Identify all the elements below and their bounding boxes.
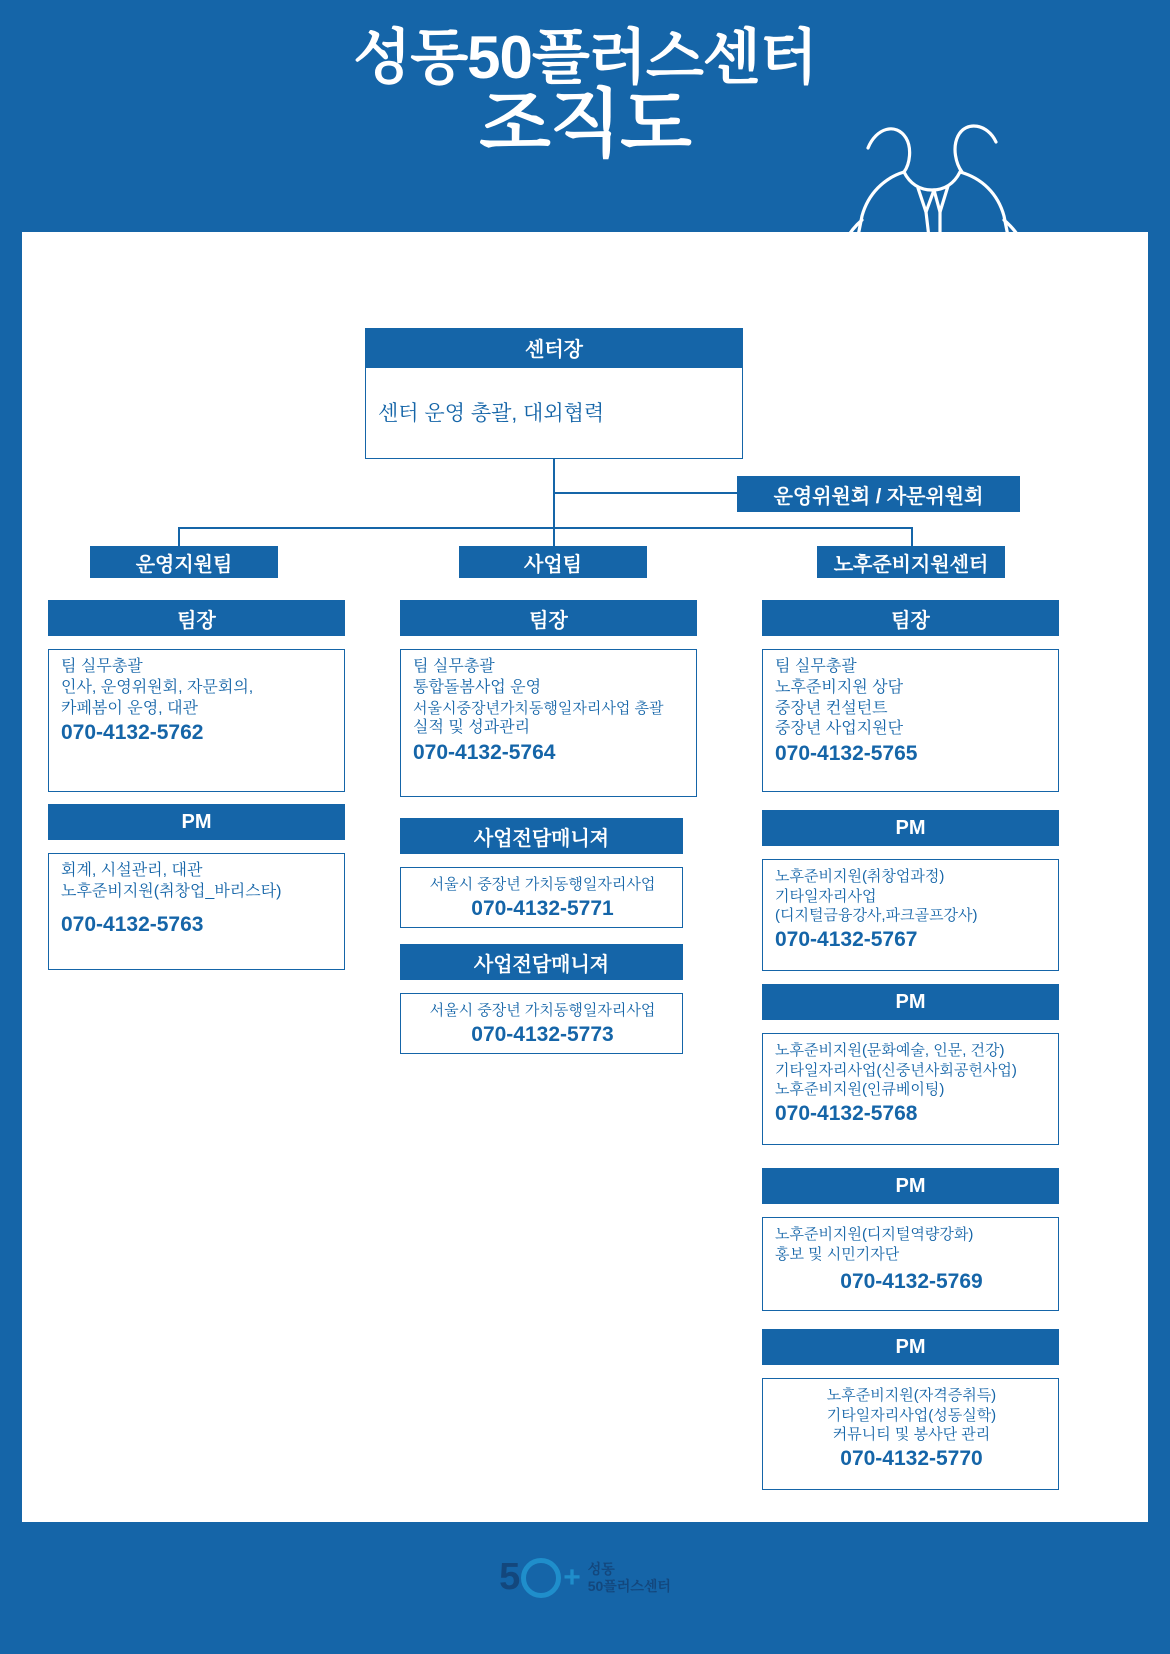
- node-team-3-group-4-body: [762, 1378, 1059, 1490]
- node-team-3-group-2-body: [762, 1033, 1059, 1145]
- footer-logo-mark: [499, 1556, 580, 1599]
- team-3-group-3-header-label: PM: [895, 1174, 926, 1197]
- node-team-2-group-1-body: [400, 867, 683, 928]
- detail-line: 노후준비지원(취창업_바리스타): [61, 882, 282, 900]
- plus-icon: +: [563, 1560, 580, 1594]
- detail-line: 노후준비지원(취창업과정): [775, 868, 945, 885]
- detail-line: 노후준비지원(인큐베이팅): [775, 1081, 945, 1098]
- phone-number: 070-4132-5768: [775, 1101, 918, 1125]
- detail-line: 기타일자리사업(신중년사회공헌사업): [775, 1061, 1017, 1079]
- phone-number: 070-4132-5764: [413, 740, 556, 764]
- node-team-3-group-2-header: [762, 984, 1059, 1020]
- phone-number: 070-4132-5767: [775, 927, 918, 951]
- phone-number: 070-4132-5763: [61, 912, 204, 936]
- detail-line: 통합돌봄사업 운영: [413, 678, 542, 696]
- node-team-2-name: [459, 546, 647, 578]
- detail-line: 카페봄이 운영, 대관: [61, 699, 198, 717]
- phone-number: 070-4132-5769: [840, 1270, 983, 1293]
- team-3-label: 노후준비지원센터: [833, 553, 989, 576]
- team-3-group-0-header-label: 팀장: [891, 609, 930, 632]
- connector-trunk-down: [553, 492, 555, 528]
- detail-line: 서울시 중장년 가치동행일자리사업: [429, 876, 656, 893]
- connector-director-to-trunk: [553, 459, 555, 493]
- node-team-2-group-2-body: [400, 993, 683, 1054]
- detail-line: 팀 실무총괄: [775, 658, 857, 675]
- detail-line: 노후준비지원 상담: [775, 678, 904, 696]
- footer-logo: [0, 1556, 1170, 1599]
- team-1-group-0-header-label: 팀장: [177, 609, 216, 632]
- detail-line: 실적 및 성과관리: [413, 719, 531, 737]
- node-team-3-group-3-body: [762, 1217, 1059, 1311]
- node-team-1-group-1-header: [48, 804, 345, 840]
- node-committee: [737, 476, 1020, 512]
- detail-line: 기타일자리사업: [775, 887, 877, 905]
- node-team-3-group-0-header: [762, 600, 1059, 636]
- director-header-label: 센터장: [525, 339, 583, 361]
- node-director-body: [365, 367, 743, 459]
- team-3-group-2-header-label: PM: [895, 990, 926, 1013]
- detail-line: 중장년 컨설턴트: [775, 699, 888, 717]
- connector-bus-to-col2: [553, 527, 555, 547]
- footer-logo-text: [588, 1561, 671, 1593]
- phone-number: 070-4132-5770: [840, 1446, 983, 1470]
- node-team-2-group-1-header: [400, 818, 683, 854]
- detail-line: 팀 실무총괄: [413, 658, 495, 675]
- node-director-header: [365, 328, 743, 367]
- detail-line: 홍보 및 시민기자단: [775, 1245, 900, 1263]
- detail-line: 노후준비지원(디지털역량강화): [775, 1226, 974, 1243]
- team-3-group-4-header-label: PM: [895, 1335, 926, 1358]
- phone-number: 070-4132-5765: [775, 742, 918, 766]
- detail-line: (디지털금융강사,파크골프강사): [775, 907, 978, 924]
- phone-number: 070-4132-5773: [471, 1022, 614, 1046]
- connector-bus-to-col3: [911, 527, 913, 547]
- title-line-2: 조직도: [479, 82, 691, 165]
- phone-number: 070-4132-5762: [61, 721, 204, 745]
- node-team-2-group-0-header: [400, 600, 697, 636]
- connector-horizontal-bus: [178, 527, 912, 529]
- footer-name-line-2: 50플러스센터: [587, 1577, 671, 1594]
- detail-line: 노후준비지원(문화예술, 인문, 건강): [775, 1042, 1005, 1059]
- node-team-3-group-1-body: [762, 859, 1059, 971]
- team-2-group-1-header-label: 사업전담매니져: [473, 827, 610, 850]
- detail-line: 팀 실무총괄: [61, 658, 143, 675]
- node-team-2-group-2-header: [400, 944, 683, 980]
- node-team-3-group-3-header: [762, 1168, 1059, 1204]
- detail-line: 서울시 중장년 가치동행일자리사업: [429, 1002, 656, 1019]
- team-2-label: 사업팀: [524, 553, 582, 576]
- node-team-3-group-4-header: [762, 1329, 1059, 1365]
- node-team-1-name: [90, 546, 278, 578]
- connector-bus-to-col1: [178, 527, 180, 547]
- detail-line: 인사, 운영위원회, 자문회의,: [61, 678, 254, 696]
- detail-line: 회계, 시설관리, 대관: [61, 862, 203, 879]
- team-2-group-0-header-label: 팀장: [529, 609, 568, 632]
- title-line-1: 성동50플러스센터: [353, 24, 817, 91]
- node-team-3-group-0-body: [762, 649, 1059, 792]
- detail-line: 중장년 사업지원단: [775, 720, 904, 738]
- detail-line: 커뮤니티 및 봉사단 관리: [832, 1426, 991, 1443]
- team-1-group-1-header-label: PM: [181, 810, 212, 833]
- team-1-label: 운영지원팀: [135, 553, 233, 576]
- footer-name-line-1: 성동: [587, 1561, 615, 1578]
- node-team-3-name: [817, 546, 1005, 578]
- node-team-1-group-0-body: [48, 649, 345, 792]
- director-body-line-1: 센터 운영 총괄, 대외협력: [378, 401, 605, 425]
- detail-line: 노후준비지원(자격증취득): [826, 1387, 997, 1404]
- node-team-2-group-0-body: [400, 649, 697, 797]
- node-team-3-group-1-header: [762, 810, 1059, 846]
- footer-logo-number: 5: [499, 1556, 520, 1598]
- team-3-group-1-header-label: PM: [895, 816, 926, 839]
- connector-trunk-to-committee: [553, 492, 737, 494]
- node-team-1-group-1-body: [48, 853, 345, 970]
- committee-label: 운영위원회 / 자문위원회: [773, 485, 984, 508]
- detail-line: 기타일자리사업(성동실학): [826, 1406, 997, 1424]
- phone-number: 070-4132-5771: [471, 896, 614, 920]
- detail-line: 서울시중장년가치동행일자리사업 총괄: [413, 699, 664, 717]
- team-2-group-2-header-label: 사업전담매니져: [473, 953, 610, 976]
- node-team-1-group-0-header: [48, 600, 345, 636]
- ring-icon: [521, 1558, 561, 1598]
